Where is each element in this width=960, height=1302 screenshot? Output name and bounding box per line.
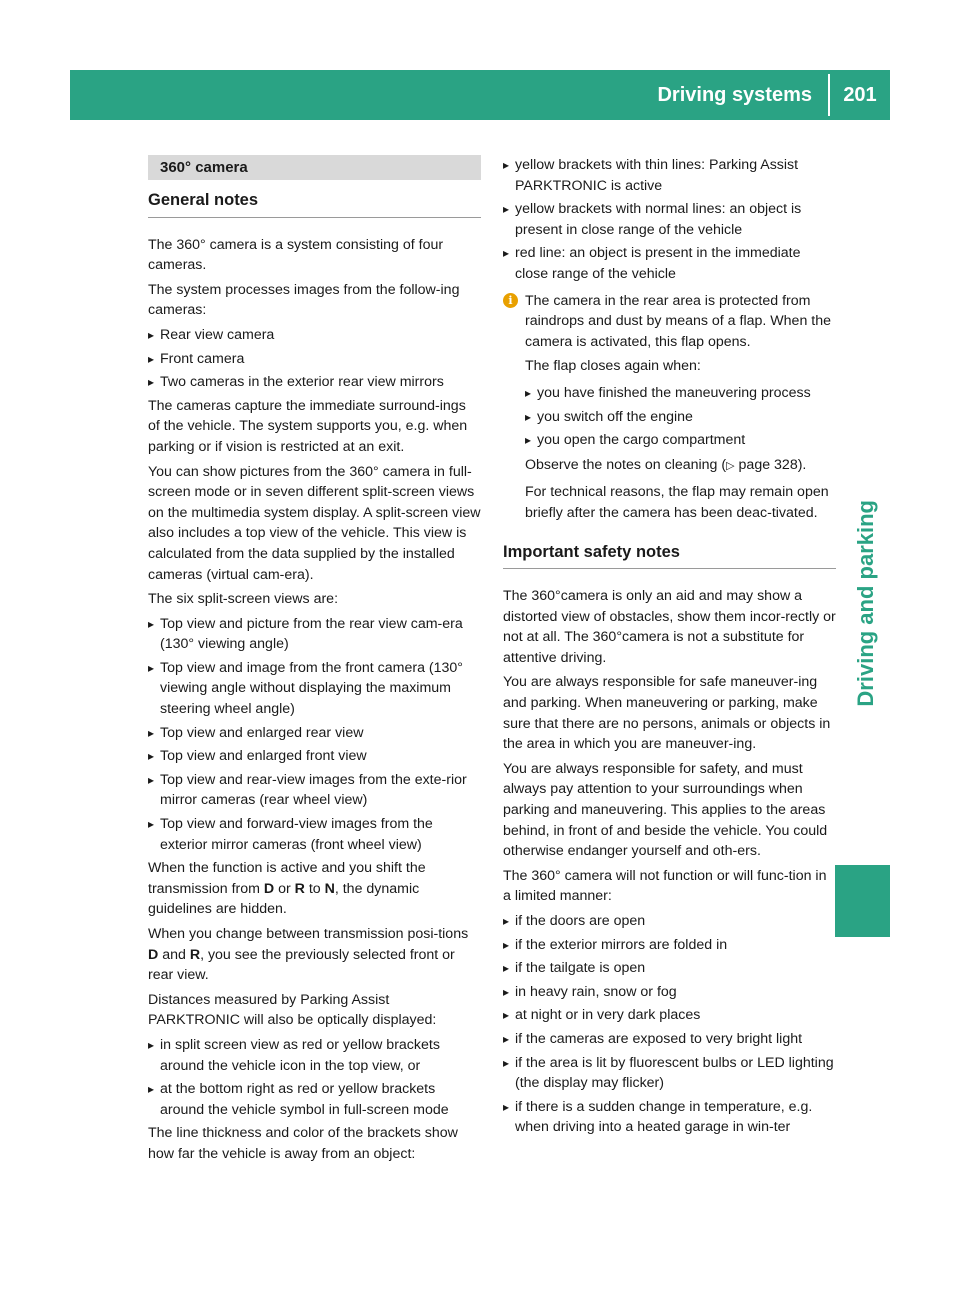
chapter-title: Driving systems <box>657 84 812 106</box>
brackets-list <box>503 155 836 285</box>
paragraph: Distances measured by Parking Assist PARKTRONIC will also be optically displayed: <box>148 991 437 1029</box>
list-item: ▸ if there is a sudden change in temperature, e.g. when driving into a heated garage in win-ter <box>503 1097 836 1138</box>
list-item: ▸ Rear view camera <box>148 325 481 346</box>
paragraph: The 360° camera is a system consisting of four cameras. <box>148 236 444 274</box>
list-item: ▸ Top view and image from the front camera (130° viewing angle without displaying the maximum steering wheel angle) <box>148 658 481 720</box>
list-item: ▸ Front camera <box>148 349 481 370</box>
list-item: ▸ Top view and rear-view images from the exte-rior mirror cameras (rear wheel view) <box>148 770 481 811</box>
paragraph: The six split-screen views are: <box>148 591 339 608</box>
paragraph: The camera in the rear area is protected from raindrops and dust by means of a flap. When the camera is activated, this flap opens. <box>525 292 832 350</box>
list-item: ▸ if the doors are open <box>503 911 836 932</box>
list-item: ▸ at the bottom right as red or yellow brackets around the vehicle symbol in full-screen mode <box>148 1079 481 1120</box>
display-list <box>148 1035 481 1120</box>
list-item: ▸ if the tailgate is open <box>503 958 836 979</box>
heading-general-notes: General notes <box>148 190 481 218</box>
list-item: ▸ if the exterior mirrors are folded in <box>503 935 836 956</box>
list-item: ▸ Two cameras in the exterior rear view mirrors <box>148 372 481 393</box>
list-item: ▸ Top view and picture from the rear view cam-era (130° viewing angle) <box>148 614 481 655</box>
views-list <box>148 614 481 856</box>
paragraph: You are always responsible for safe maneuver-ing and parking. When maneuvering or parking, make sure that there are no persons, animals or objects in the area in which you are maneuver-ing. <box>503 674 831 753</box>
section-title: 360° camera <box>148 155 481 180</box>
list-item: ▸ at night or in very dark places <box>503 1005 836 1026</box>
paragraph: When you change between transmission posi-tions D and R, you see the previously selected front or rear view. <box>148 926 469 984</box>
side-tab-marker <box>835 865 890 937</box>
list-item: ▸ you switch off the engine <box>525 407 836 428</box>
paragraph: The cameras capture the immediate surround-ings of the vehicle. The system supports you, e.g. when parking or if vision is restricted at an exit. <box>148 397 468 455</box>
limits-list <box>503 911 836 1138</box>
paragraph: Observe the notes on cleaning (▷ page 328). <box>525 456 807 473</box>
list-item: ▸ red line: an object is present in the immediate close range of the vehicle <box>503 243 836 284</box>
camera-list <box>148 325 481 393</box>
paragraph: For technical reasons, the flap may remain open briefly after the camera has been deac-tivated. <box>525 484 829 521</box>
paragraph: You are always responsible for safety, and must always pay attention to your surroundings when parking and maneuvering. This applies to the areas behind, in front of and beside the vehicle. You could otherwise endanger yourself and oth-ers. <box>503 760 828 860</box>
list-item: ▸ yellow brackets with normal lines: an object is present in close range of the vehicle <box>503 199 836 240</box>
list-item: ▸ yellow brackets with thin lines: Parking Assist PARKTRONIC is active <box>503 155 836 196</box>
heading-safety-notes: Important safety notes <box>503 542 836 570</box>
list-item: ▸ you open the cargo compartment <box>525 430 836 451</box>
right-column <box>503 155 836 1141</box>
paragraph: You can show pictures from the 360° camera in full-screen mode or in seven different split-screen views on the multimedia system display. A split-screen view also includes a top view of the vehicle. This view is calculated from the data supplied by the installed cameras (virtual cam-era). <box>148 463 481 583</box>
info-note <box>503 291 836 353</box>
list-item: ▸ if the cameras are exposed to very bright light <box>503 1029 836 1050</box>
page-number: 201 <box>843 84 877 106</box>
flap-list <box>525 383 836 451</box>
list-item: ▸ Top view and enlarged front view <box>148 746 481 767</box>
page-header <box>70 70 890 120</box>
paragraph: When the function is active and you shift the transmission from D or R to N, the dynamic guidelines are hidden. <box>148 860 426 918</box>
page-reference-link: page 328). <box>734 456 807 473</box>
list-item: ▸ Top view and enlarged rear view <box>148 723 481 744</box>
list-item: ▸ you have finished the maneuvering process <box>525 383 836 404</box>
side-tab <box>846 500 886 840</box>
list-item: ▸ in heavy rain, snow or fog <box>503 982 836 1003</box>
info-icon: i <box>503 293 518 308</box>
paragraph: The line thickness and color of the brackets show how far the vehicle is away from an object: <box>148 1125 458 1162</box>
paragraph: The 360°camera is only an aid and may show a distorted view of obstacles, show them incor-rectly or not at all. The 360°camera is not a substitute for attentive driving. <box>503 588 836 666</box>
paragraph: The flap closes again when: <box>525 358 701 375</box>
paragraph: The system processes images from the follow-ing cameras: <box>148 281 460 319</box>
list-item: ▸ Top view and forward-view images from the exterior mirror cameras (front wheel view) <box>148 814 481 855</box>
left-column <box>148 155 481 1169</box>
list-item: ▸ if the area is lit by fluorescent bulbs or LED lighting (the display may flicker) <box>503 1053 836 1094</box>
side-tab-label: Driving and parking <box>853 500 878 707</box>
list-item: ▸ in split screen view as red or yellow brackets around the vehicle icon in the top view, or <box>148 1035 481 1076</box>
page-ref-arrow-icon: ▷ <box>726 459 735 472</box>
paragraph: The 360° camera will not function or will func-tion in a limited manner: <box>503 867 827 905</box>
note-body <box>503 356 836 523</box>
